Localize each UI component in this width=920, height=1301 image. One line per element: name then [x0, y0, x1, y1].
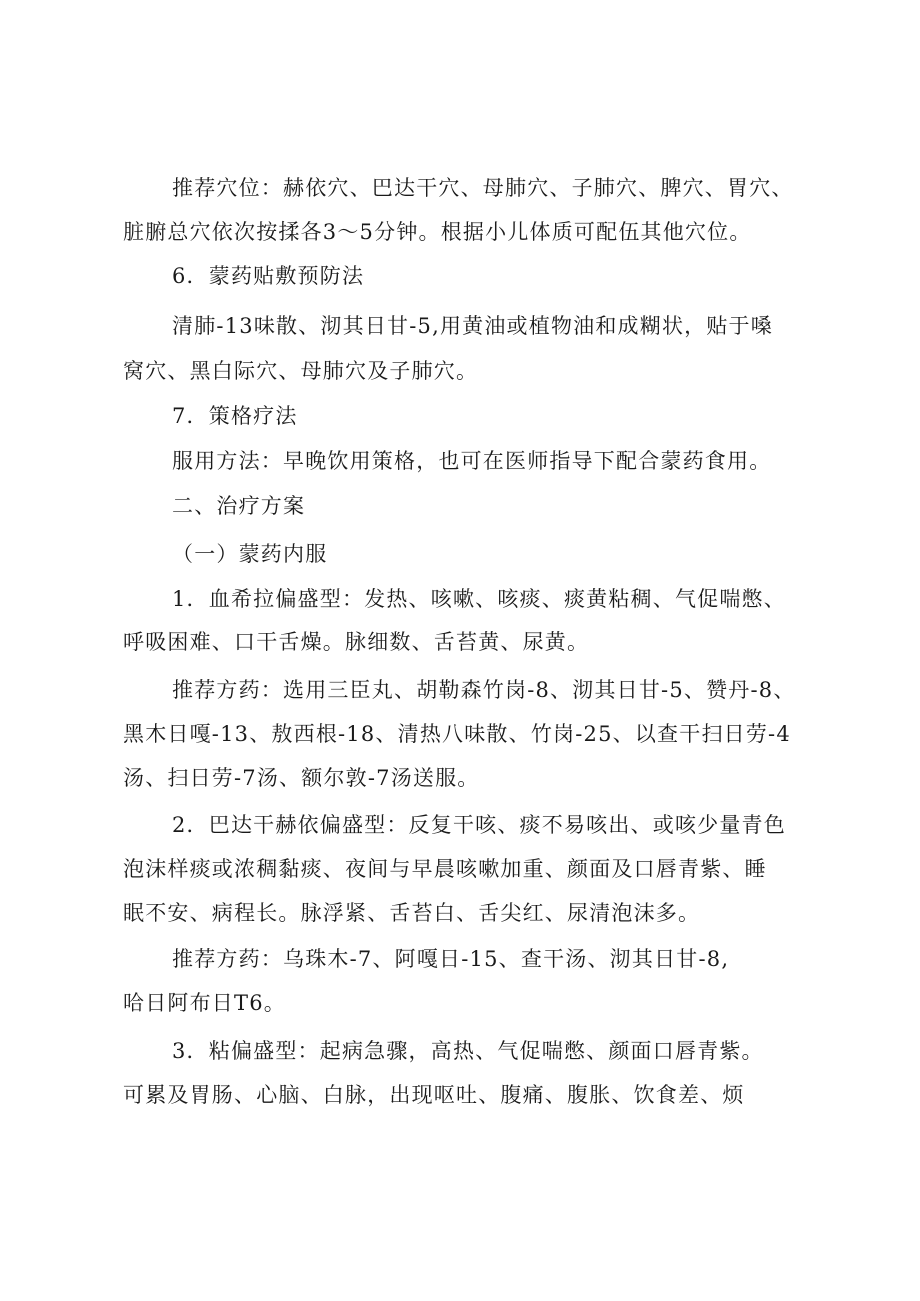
text-line: 服用方法：早晚饮用策格，也可在医师指导下配合蒙药食用。: [172, 449, 772, 473]
text-line: 推荐穴位：赫依穴、巴达干穴、母肺穴、子肺穴、脾穴、胃穴、: [172, 176, 794, 200]
text-line: 可累及胃肠、心脑、白脉，出现呕吐、腹痛、腹胀、饮食差、烦: [123, 1083, 745, 1107]
text-line: 清肺-13味散、沏其日甘-5,用黄油或植物油和成糊状，贴于嗓: [172, 314, 773, 338]
text-line: 黑木日嘎-13、敖西根-18、清热八味散、竹岗-25、以查干扫日劳-4: [123, 722, 791, 746]
text-line: 推荐方药：乌珠木-7、阿嘎日-15、查干汤、沏其日甘-8,: [172, 947, 730, 971]
section-heading: 二、治疗方案: [172, 494, 306, 518]
text-line: 呼吸困难、口干舌燥。脉细数、舌苔黄、尿黄。: [123, 630, 590, 654]
text-line: 3．粘偏盛型：起病急骤，高热、气促喘憋、颜面口唇青紫。: [172, 1039, 764, 1063]
text-line: 眠不安、病程长。脉浮紧、舌苔白、舌尖红、尿清泡沫多。: [123, 901, 701, 925]
section-heading: 7．策格疗法: [172, 404, 298, 428]
text-line: 窝穴、黑白际穴、母肺穴及子肺穴。: [123, 359, 479, 383]
text-line: 2．巴达干赫依偏盛型：反复干咳、痰不易咳出、或咳少量青色: [172, 813, 786, 837]
text-line: 汤、扫日劳-7汤、额尔敦-7汤送服。: [123, 766, 480, 790]
text-line: 泡沫样痰或浓稠黏痰、夜间与早晨咳嗽加重、颜面及口唇青紫、睡: [123, 857, 767, 881]
section-heading: 6．蒙药贴敷预防法: [172, 264, 365, 288]
section-heading: （一）蒙药内服: [172, 542, 328, 566]
text-line: 1．血希拉偏盛型：发热、咳嗽、咳痰、痰黄粘稠、气促喘憋、: [172, 587, 786, 611]
text-line: 推荐方药：选用三臣丸、胡勒森竹岗-8、沏其日甘-5、赞丹-8、: [172, 678, 796, 702]
text-line: 哈日阿布日T6。: [123, 991, 286, 1015]
text-line: 脏腑总穴依次按揉各3～5分钟。根据小儿体质可配伍其他穴位。: [123, 220, 752, 244]
